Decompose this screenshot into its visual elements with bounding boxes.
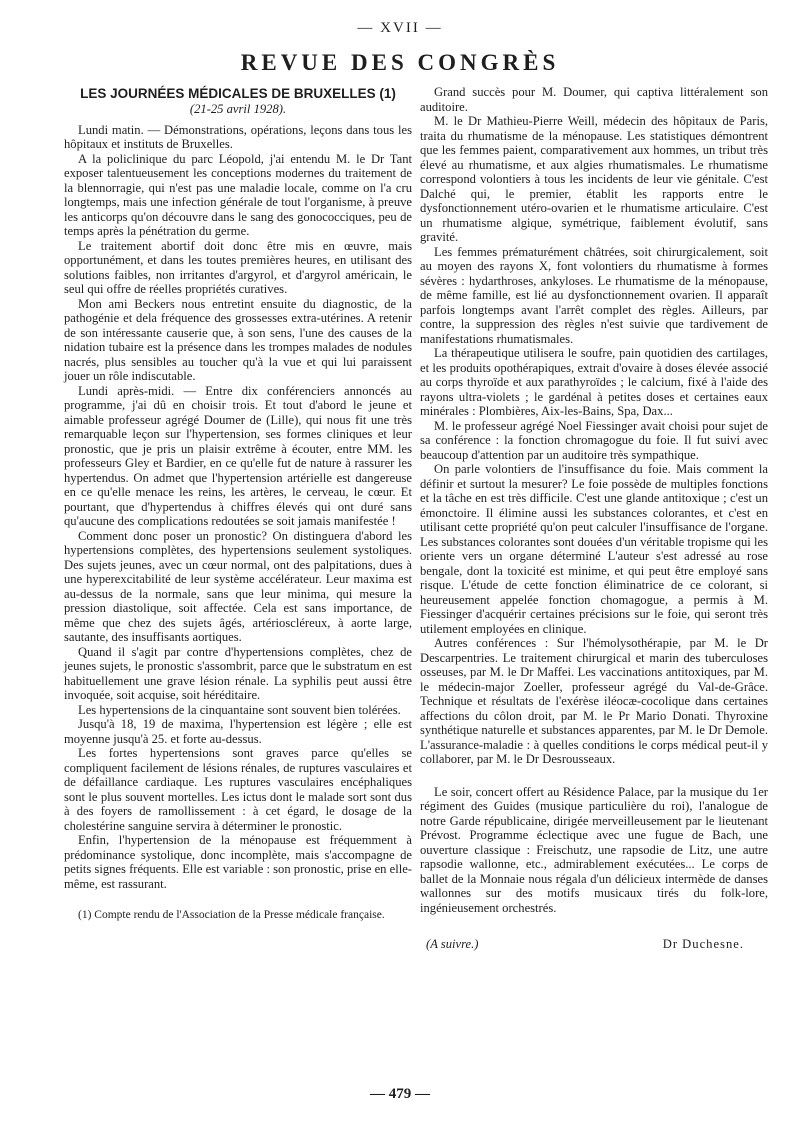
article-title: LES JOURNÉES MÉDICALES DE BRUXELLES (1) <box>80 86 396 101</box>
page-number: — 479 — <box>370 1086 430 1102</box>
paragraph: A la policlinique du parc Léopold, j'ai entendu M. le Dr Tant exposer talentueusement les conceptions modernes du traitement de la blennorragie, qui n'est pas une maladie locale, comme on l'a cru longtemps, mais une infection générale de tout l'organisme, à preuve les anticorps qu'on découvre dans le sang des gonococciques, peu de temps après la pénétration du germe. <box>64 151 412 238</box>
paragraph: Enfin, l'hypertension de la ménopause est fréquemment à prédominance systolique, donc incomplète, mais s'accompagne de petits signes fréquents. Elle est variable : son pronostic, prise en elle-même, est rassurant. <box>64 833 412 891</box>
paragraph: Quand il s'agit par contre d'hypertensions complètes, chez de jeunes sujets, le pronostic s'assombrit, parce que le substratum en est habituellement une grave lésion rénale. La syphilis peut aussi être invoquée, soit acquise, soit héréditaire. <box>64 644 412 702</box>
paragraph: On parle volontiers de l'insuffisance du foie. Mais comment la définir et surtout la mesurer? Le foie possède de multiples fonctions et la tâche en est très difficile. C'est une glande antitoxique ; c'est un émonctoire. Il élimine aussi les substances colorantes, et c'est en utilisant cette propriété qu'on peut calculer l'insuffisance de l'organe. Les substances colorantes sont douées d'un véritable tropisme qui les oriente vers un organe déterminé L'auteur s'est adressé au rose bengale, dont la toxicité est minime, et qui peut être employé sans risque. L'étude de cette fonction éliminatrice de ce colorant, si heureusement appelée fonction chomagogue, a permis à M. Fiessinger d'acquérir certaines précisions sur le foie, qui seront très utilement employées en clinique. <box>420 462 768 636</box>
article-dates: (21-25 avril 1928). <box>189 102 287 116</box>
paragraph: M. le Dr Mathieu-Pierre Weill, médecin des hôpitaux de Paris, traita du rhumatisme de la ménopause. Les statistiques démontrent que les femmes paient, comparativement aux hommes, un tribut très élevé au rhumatisme, et aux algies rhumatismales. Le rhumatisme correspond volontiers à tous les incidents de leur vie génitale. C'est Dalché qui, le premier, établit les rapports entre le dysfonctionnement utéro-ovarien et le rhumatisme articulaire. C'est un rhumatisme algique, symétrique, faiblement évolutif, sans gravité. <box>420 114 768 244</box>
section-title: REVUE DES CONGRÈS <box>240 50 560 75</box>
paragraph: Autres conférences : Sur l'hémolysothérapie, par M. le Dr Descarpentries. Le traitement chirurgical et marin des tuberculoses osseuses, par M. le Dr Maffei. Les vaccinations antitoxiques, par M. le médecin-major Zoeller, professeur agrégé du Val-de-Grâce. Technique et résultats de l'exérèse iléocæ-cocolique dans certaines affections du côlon droit, par M. le Pr Mario Donati. Thyroxine synthétique naturelle et substances apparentes, par M. le Dr Demole. L'assurance-maladie : à quelles conditions le corps médical peut-il y collaborer, par M. le Dr Desrousseaux. <box>420 636 768 766</box>
right-column <box>420 85 768 952</box>
paragraph: Lundi matin. — Démonstrations, opérations, leçons dans tous les hôpitaux et instituts de Bruxelles. <box>64 122 412 151</box>
paragraph: La thérapeutique utilisera le soufre, pain quotidien des cartilages, et les produits opothérapiques, extrait d'ovaire à doses élevée associé au corps thyroïde et aux parathyroïdes ; le calcium, fixé à l'aide des rayons ultra-violets ; le gardénal à petites doses et certaines eaux minérales : Plombières, Aix-les-Bains, Spa, Dax... <box>420 346 768 418</box>
paragraph: Grand succès pour M. Doumer, qui captiva littéralement son auditoire. <box>420 85 768 114</box>
paragraph: Lundi après-midi. — Entre dix conférenciers annoncés au programme, j'ai dû en choisir trois. Et tout d'abord le jeune et aimable professeur agrégé Doumer de (Lille), qui nous fit une très remarquable leçon sur l'hypertension, ses formes cliniques et leur pronostic, que je pris un plaisir extrême à écouter, entre MM. les professeurs Gley et Bardier, en ce qu'elle fut de nature à rassurer les hypertendus. On admet que l'hypertension artérielle est dangereuse en ce qu'elle menace les reins, les artères, le cerveau, le cœur. Et pourtant, que d'hypertendus à chiffres élevés qui ont duré sans qu'aucune des complications redoutées se soit jamais manifestée ! <box>64 383 412 528</box>
paragraph: Mon ami Beckers nous entretint ensuite du diagnostic, de la pathogénie et dela fréquence des grossesses extra-utérines. A retenir de son intéressante causerie que, à son sens, l'une des causes de la nidation tubaire est la présence dans les trompes malades de nodules nacrés, plus sensibles au toucher qu'à la vue et qui lui paraissent jouer un rôle indiscutable. <box>64 296 412 383</box>
paragraph: Les hypertensions de la cinquantaine sont souvent bien tolérées. <box>78 702 401 717</box>
author-signature: Dr Duchesne. <box>662 937 744 951</box>
paragraph: M. le professeur agrégé Noel Fiessinger avait choisi pour sujet de sa conférence : la fonction chromagogue du foie. Il fut suivi avec beaucoup d'attention par un auditoire très sympathique. <box>420 418 768 462</box>
paragraph: Comment donc poser un pronostic? On distinguera d'abord les hypertensions complètes, des hypertensions seulement systoliques. Des sujets jeunes, avec un cœur normal, ont des palpitations, dues à une hyperexcitabilité de leur système accélérateur. Leur maxima est au-dessus de la normale, sans que leur minima, qui mesure la pression diastolique, soit affectée. Cela est sans importance, de même que chez des sujets âgés, artérioscléreux, à aorte large, sautante, des insuffisants aortiques. <box>64 528 412 644</box>
paragraph: Les femmes prématurément châtrées, soit chirurgicalement, soit au moyen des rayons X, font volontiers du rhumatisme à formes sévères : hydarthroses, ankyloses. Le rhumatisme de la ménopause, de même famille, est lié au dysfonctionnement ovarien. Il apparaît parfois longtemps avant l'arrêt complet des règles. Ailleurs, par contre, la suppression des règles n'est suivie que tardivement de manifestations rhumatismales. <box>420 244 768 346</box>
paragraph: Le traitement abortif doit donc être mis en œuvre, mais opportunément, et dans les toutes premières heures, en utilisant des solutions faibles, non irritantes d'argyrol, et d'argyrol américain, le seul qui offre de réelles propriétés curatives. <box>64 238 412 296</box>
paragraph: Les fortes hypertensions sont graves parce qu'elles se compliquent facilement de lésions rénales, de ruptures vasculaires et de défaillance cardiaque. Les ruptures vasculaires encéphaliques sont le plus souvent mortelles. Les ictus dont le malade sort sont dus à des foyers de ramollissement : à cet égard, le dosage de la cholestérine sanguine servira à déterminer le pronostic. <box>64 746 412 833</box>
footnote: (1) Compte rendu de l'Association de la Presse médicale française. <box>78 909 385 921</box>
paragraph: Jusqu'à 18, 19 de maxima, l'hypertension est légère ; elle est moyenne jusqu'à 25. et forte au-dessus. <box>64 717 412 746</box>
left-column <box>64 85 412 922</box>
roman-page-header: — XVII — <box>357 20 443 36</box>
signature-line <box>420 937 768 952</box>
to-be-continued: (A suivre.) <box>426 937 479 951</box>
paragraph: Le soir, concert offert au Résidence Palace, par la musique du 1er régiment des Guides (musique particulière du roi), l'analogue de notre Garde républicaine, dirigée merveilleusement par le lieutenant Prévost. Programme éclectique avec une fugue de Bach, une ouverture classique : Freischutz, une rapsodie de Litz, une autre rapsodie wallonne, etc., admirablement exécutées... Le corps de ballet de la Monnaie nous régala d'un délicieux intermède de danses wallonnes sur des motifs musicaux tirés du folk-lore, ingénieusement orchestrés. <box>420 784 768 915</box>
